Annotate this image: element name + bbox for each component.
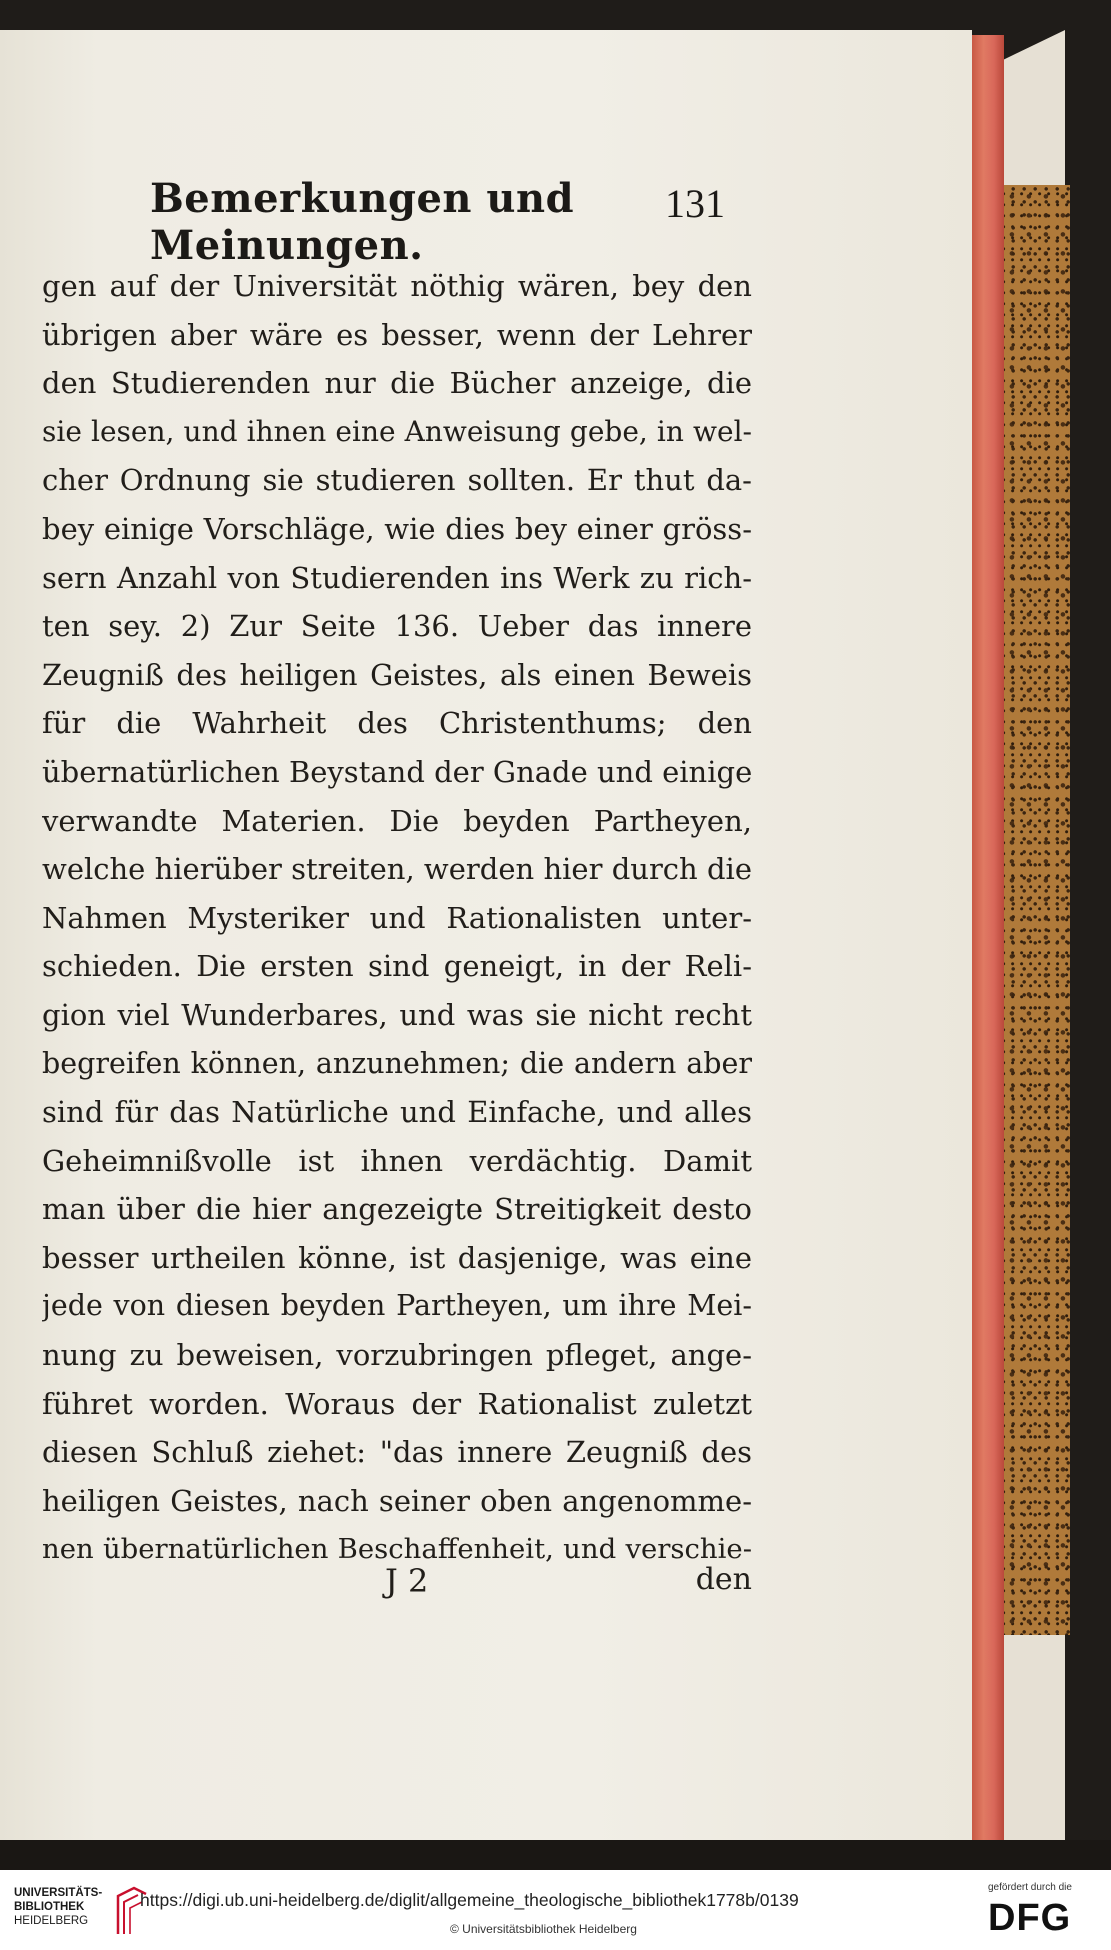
text-line: verwandte Materien. Die beyden Partheyen, bbox=[42, 803, 752, 838]
text-line: den Studierenden nur die Bücher anzeige, die bbox=[42, 366, 752, 401]
text-line: nen übernatürlichen Beschaffenheit, und verschie- bbox=[42, 1533, 752, 1566]
body-text bbox=[42, 262, 752, 1574]
library-name-line2: BIBLIOTHEK bbox=[14, 1901, 85, 1913]
catchword: den bbox=[695, 1562, 752, 1597]
text-line: Geheimnißvolle ist ihnen verdächtig. Damit bbox=[42, 1143, 752, 1178]
speckled-book-edge bbox=[1000, 185, 1070, 1635]
library-name-line1: UNIVERSITÄTS- bbox=[14, 1887, 103, 1899]
document-permalink[interactable]: https://digi.ub.uni-heidelberg.de/diglit/allgemeine_theologische_bibliothek1778b/0139 bbox=[140, 1890, 799, 1910]
text-line: bey einige Vorschläge, wie dies bey einer gröss- bbox=[42, 511, 752, 546]
text-line: besser urtheilen könne, ist dasjenige, was eine bbox=[42, 1240, 752, 1275]
text-line: schieden. Die ersten sind geneigt, in der Reli- bbox=[42, 949, 752, 984]
copyright-notice: © Universitätsbibliothek Heidelberg bbox=[450, 1922, 637, 1936]
text-line: übrigen aber wäre es besser, wenn der Lehrer bbox=[42, 317, 752, 352]
library-name-line3: HEIDELBERG bbox=[14, 1915, 89, 1927]
text-line: heiligen Geistes, nach seiner oben angenomme- bbox=[42, 1483, 752, 1518]
page-number: 131 bbox=[665, 181, 725, 226]
scan-bottom-shadow bbox=[0, 1840, 1111, 1870]
red-page-edge bbox=[970, 35, 1004, 1845]
text-line: jede von diesen beyden Partheyen, um ihre Mei- bbox=[42, 1289, 752, 1323]
text-line: Nahmen Mysteriker und Rationalisten unter- bbox=[42, 900, 752, 935]
text-line: gion viel Wunderbares, und was sie nicht recht bbox=[42, 997, 752, 1032]
text-line: begreifen können, anzunehmen; die andern aber bbox=[42, 1046, 752, 1080]
funded-by-label: gefördert durch die bbox=[988, 1882, 1072, 1893]
running-title: Bemerkungen und Meinungen. bbox=[150, 175, 575, 269]
dfg-logo: DFG bbox=[988, 1897, 1072, 1939]
text-line: nung zu beweisen, vorzubringen pfleget, ange- bbox=[42, 1338, 752, 1373]
text-line: sind für das Natürliche und Einfache, und alles bbox=[42, 1095, 752, 1130]
text-line: für die Wahrheit des Christenthums; den bbox=[42, 706, 752, 741]
text-line: sie lesen, und ihnen eine Anweisung gebe, in wel- bbox=[42, 414, 752, 448]
text-line: übernatürlichen Beystand der Gnade und einige bbox=[42, 754, 752, 789]
text-line: welche hierüber streiten, werden hier durch die bbox=[42, 852, 752, 887]
text-line: führet worden. Woraus der Rationalist zuletzt bbox=[42, 1386, 752, 1421]
text-line: diesen Schluß ziehet: "das innere Zeugniß des bbox=[42, 1435, 752, 1470]
signature-mark: J 2 bbox=[385, 1562, 429, 1600]
text-line: ten sey. 2) Zur Seite 136. Ueber das innere bbox=[42, 609, 752, 644]
text-line: gen auf der Universität nöthig wären, bey den bbox=[42, 269, 752, 303]
text-line: cher Ordnung sie studieren sollten. Er thut da- bbox=[42, 463, 752, 498]
viewer-footer bbox=[0, 1870, 1111, 1950]
text-line: man über die hier angezeigte Streitigkeit desto bbox=[42, 1192, 752, 1227]
text-line: sern Anzahl von Studierenden ins Werk zu rich- bbox=[42, 560, 752, 595]
text-line: Zeugniß des heiligen Geistes, als einen Beweis bbox=[42, 657, 752, 692]
